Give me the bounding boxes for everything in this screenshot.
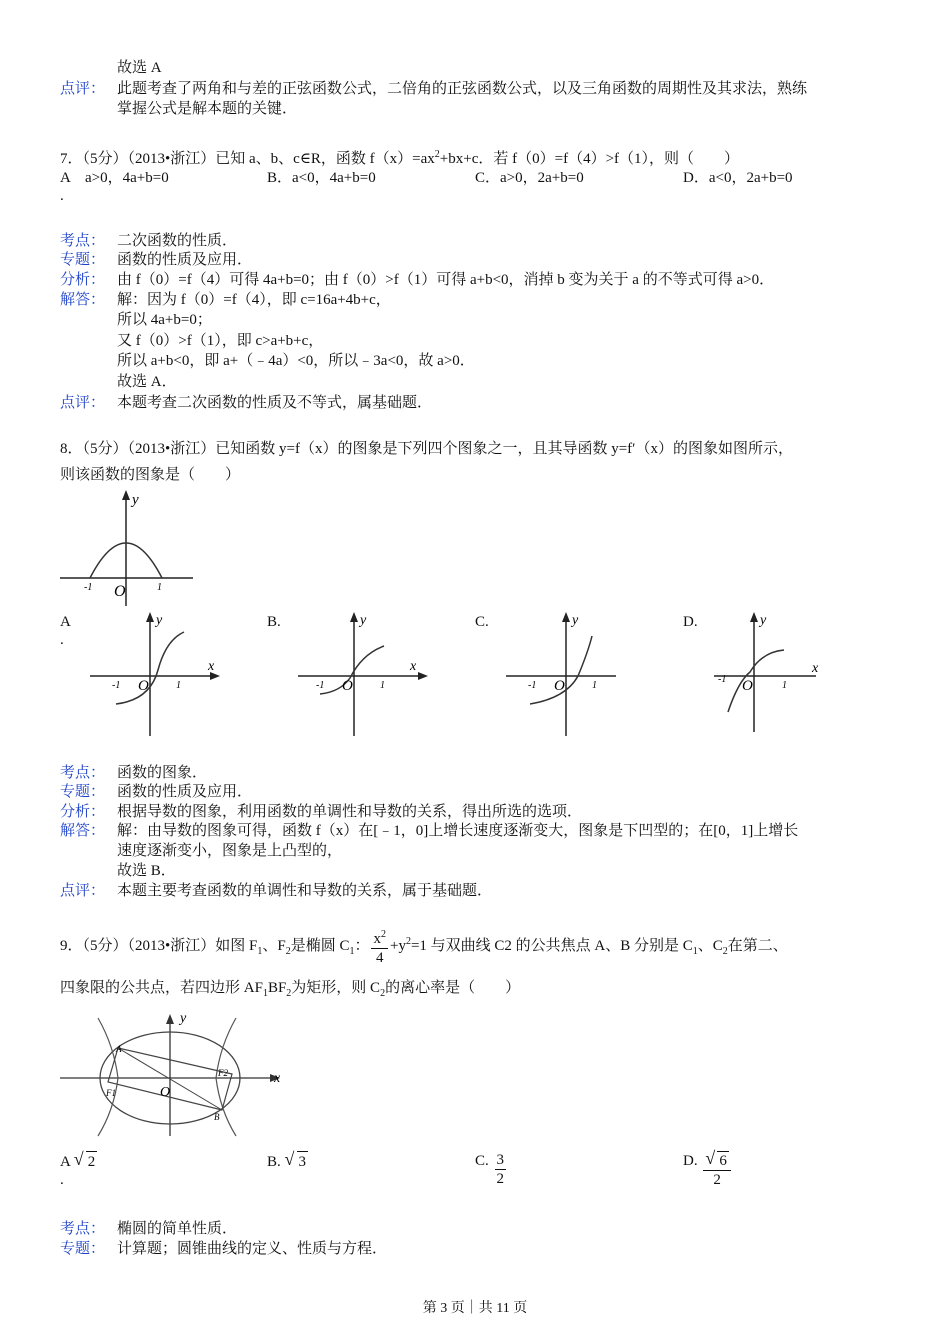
- sqrt-value: √ 2: [86, 1151, 98, 1172]
- prev-review: 此题考查了两角和与差的正弦函数公式，二倍角的正弦函数公式，以及三角函数的周期性及其求法，熟练: [117, 81, 808, 97]
- dianping-label: 点评：: [60, 883, 106, 899]
- x-label: x: [274, 1071, 281, 1086]
- q8-jieda-line: 解：由导数的图象可得，函数 f（x）在[﹣1，0]上增长速度逐渐变大，图象是下凹型的；在[0，1]上增长: [117, 823, 799, 839]
- q8-stem: 8．（5分）（2013•浙江）已知函数 y=f（x）的图象是下列四个图象之一，且其导函数 y=f′（x）的图象如图所示，: [60, 441, 793, 457]
- jieda-label: 解答：: [60, 823, 106, 839]
- sub: 1: [257, 946, 263, 957]
- y-label: y: [156, 613, 163, 628]
- focus-f2-label: F2: [218, 1068, 228, 1078]
- review-label: 点评：: [60, 81, 106, 97]
- option-label: C.: [475, 1153, 489, 1169]
- x-label: x: [208, 659, 215, 674]
- prev-review-2: 掌握公式是解本题的关键．: [117, 101, 298, 117]
- tick-label: -1: [316, 680, 325, 691]
- t: x: [373, 931, 381, 948]
- q9-dot: .: [60, 1172, 64, 1188]
- q7-jieda-line: 故选 A．: [117, 374, 177, 390]
- y-label: y: [180, 1011, 187, 1026]
- tick-label: -1: [84, 582, 93, 593]
- zhuanti-label: 专题：: [60, 1241, 106, 1257]
- q8-jieda-line: 速度逐渐变小，图象是上凸型的，: [117, 843, 343, 859]
- tick-label: 1: [157, 582, 162, 593]
- dianping-label: 点评：: [60, 395, 106, 411]
- numerator: [371, 926, 388, 949]
- tick-label: -1: [112, 680, 121, 691]
- q8-option-c-label: C.: [475, 614, 489, 630]
- q9-option-a: [60, 1151, 97, 1172]
- t: 、C: [697, 938, 723, 954]
- sup: 2: [380, 929, 386, 941]
- q9-option-c: [475, 1151, 508, 1188]
- q9-zhuanti: 计算题；圆锥曲线的定义、性质与方程．: [117, 1241, 388, 1257]
- focus-f1-label: F1: [106, 1088, 116, 1098]
- y-axis-label: y: [132, 492, 139, 508]
- q9-kaodian: 椭圆的简单性质．: [117, 1221, 238, 1237]
- t: 是椭圆 C: [290, 938, 350, 954]
- prev-select: 故选 A: [117, 60, 162, 76]
- q7-option-b: B．a<0，4a+b=0: [267, 170, 376, 186]
- y-label: y: [572, 613, 579, 628]
- q7-dianping: 本题考查二次函数的性质及不等式，属基础题．: [117, 395, 433, 411]
- point-b-label: B: [214, 1112, 220, 1122]
- tick-label: 1: [592, 680, 597, 691]
- sub: 1: [262, 988, 268, 999]
- q7-fenxi: 由 f（0）=f（4）可得 4a+b=0；由 f（0）>f（1）可得 a+b<0，消掉 b 变为关于 a 的不等式可得 a>0．: [117, 272, 775, 288]
- option-c-graph: [504, 608, 639, 738]
- point-a-label: A: [116, 1044, 122, 1054]
- t: 在第二、: [727, 938, 788, 954]
- t: 为矩形，则 C: [291, 980, 381, 996]
- q8-option-b-label: B.: [267, 614, 281, 630]
- t: BF: [267, 980, 287, 996]
- option-label: A: [60, 1154, 71, 1170]
- option-a-graph: [88, 608, 223, 738]
- q7-option-c: C．a>0，2a+b=0: [475, 170, 584, 186]
- fraction: [703, 1151, 731, 1189]
- q8-dot: .: [60, 632, 64, 648]
- tick-label: -1: [718, 674, 727, 685]
- q9-option-b: [267, 1151, 308, 1172]
- sub: 1: [692, 946, 698, 957]
- t: 四象限的公共点，若四边形 AF: [60, 980, 263, 996]
- origin-label: O: [160, 1085, 171, 1100]
- q8-stem-2: 则该函数的图象是（ ）: [60, 467, 241, 483]
- q9-stem: [60, 922, 788, 972]
- derivative-graph: [58, 488, 198, 608]
- tick-label: -1: [528, 680, 537, 691]
- q7-option-a: A a>0，4a+b=0: [60, 170, 169, 186]
- option-label: D.: [683, 1153, 698, 1169]
- q8-zhuanti: 函数的性质及应用．: [117, 784, 253, 800]
- q7-kaodian: 二次函数的性质．: [117, 233, 238, 249]
- kaodian-label: 考点：: [60, 765, 106, 781]
- denominator: 2: [713, 1172, 721, 1188]
- q7-jieda-line: 解：因为 f（0）=f（4），即 c=16a+4b+c，: [117, 292, 391, 308]
- option-b-graph: [296, 608, 431, 738]
- t: 9．（5分）（2013•浙江）如图 F: [60, 938, 258, 954]
- x-label: x: [812, 661, 819, 676]
- zhuanti-label: 专题：: [60, 784, 106, 800]
- t: 、F: [262, 938, 286, 954]
- t: 的离心率是（ ）: [385, 980, 521, 996]
- origin-label: O: [138, 678, 149, 694]
- denominator: 2: [496, 1171, 505, 1187]
- q8-option-d-label: D.: [683, 614, 698, 630]
- y-label: y: [760, 613, 767, 628]
- q9-stem-2: [60, 978, 520, 1004]
- q7-jieda-line: 又 f（0）>f（1），即 c>a+b+c，: [117, 333, 324, 349]
- q7-option-d: D．a<0，2a+b=0: [683, 170, 793, 186]
- sqrt-value: √ 6: [717, 1151, 729, 1170]
- t: ：: [354, 938, 370, 954]
- jieda-label: 解答：: [60, 292, 106, 308]
- tick-label: 1: [380, 680, 385, 691]
- tick-label: 1: [782, 680, 787, 691]
- sub: 2: [285, 946, 291, 957]
- q7-jieda-line: 所以 4a+b=0；: [117, 312, 212, 328]
- origin-label: O: [742, 678, 753, 694]
- q7-sup: 2: [434, 149, 440, 160]
- fraction: [371, 926, 388, 967]
- sup: 2: [405, 936, 411, 947]
- q7-stem-a: 7．（5分）（2013•浙江）已知 a、b、c∈R，函数 f（x）=ax: [60, 151, 435, 167]
- sub: 1: [349, 946, 355, 957]
- origin-label: O: [342, 678, 353, 694]
- fenxi-label: 分析：: [60, 272, 106, 288]
- q8-option-a-label: A: [60, 614, 71, 630]
- q7-dot: .: [60, 188, 64, 204]
- option-d-graph: [712, 608, 847, 738]
- sqrt-value: √ 3: [297, 1151, 309, 1172]
- kaodian-label: 考点：: [60, 233, 106, 249]
- fenxi-label: 分析：: [60, 804, 106, 820]
- sub: 2: [380, 988, 386, 999]
- q8-jieda-line: 故选 B．: [117, 863, 176, 879]
- numerator: [703, 1151, 731, 1171]
- q9-option-d: [683, 1151, 733, 1189]
- kaodian-label: 考点：: [60, 1221, 106, 1237]
- q7-zhuanti: 函数的性质及应用．: [117, 252, 253, 268]
- origin-label: O: [554, 678, 565, 694]
- sub: 2: [722, 946, 728, 957]
- q7-stem: [60, 145, 739, 169]
- t: +y: [389, 938, 406, 954]
- origin-label: O: [114, 583, 126, 600]
- page-footer: 第 3 页｜共 11 页: [422, 1301, 528, 1316]
- fraction: [495, 1151, 507, 1188]
- sub: 2: [286, 988, 292, 999]
- q8-fenxi: 根据导数的图象，利用函数的单调性和导数的关系，得出所选的选项．: [117, 804, 583, 820]
- t: =1 与双曲线 C2 的公共焦点 A、B 分别是 C: [410, 938, 693, 954]
- q7-jieda-line: 所以 a+b<0，即 a+（﹣4a）<0，所以﹣3a<0，故 a>0．: [117, 353, 475, 369]
- y-label: y: [360, 613, 367, 628]
- ellipse-hyperbola-figure: [58, 1008, 293, 1138]
- q7-stem-b: +bx+c．若 f（0）=f（4）>f（1），则（ ）: [439, 151, 740, 167]
- option-label: B.: [267, 1154, 281, 1170]
- x-label: x: [410, 659, 417, 674]
- denominator: 4: [375, 950, 384, 967]
- q8-kaodian: 函数的图象．: [117, 765, 208, 781]
- zhuanti-label: 专题：: [60, 252, 106, 268]
- q8-dianping: 本题主要考查函数的单调性和导数的关系，属于基础题．: [117, 883, 493, 899]
- numerator: 3: [496, 1152, 505, 1168]
- tick-label: 1: [176, 680, 181, 691]
